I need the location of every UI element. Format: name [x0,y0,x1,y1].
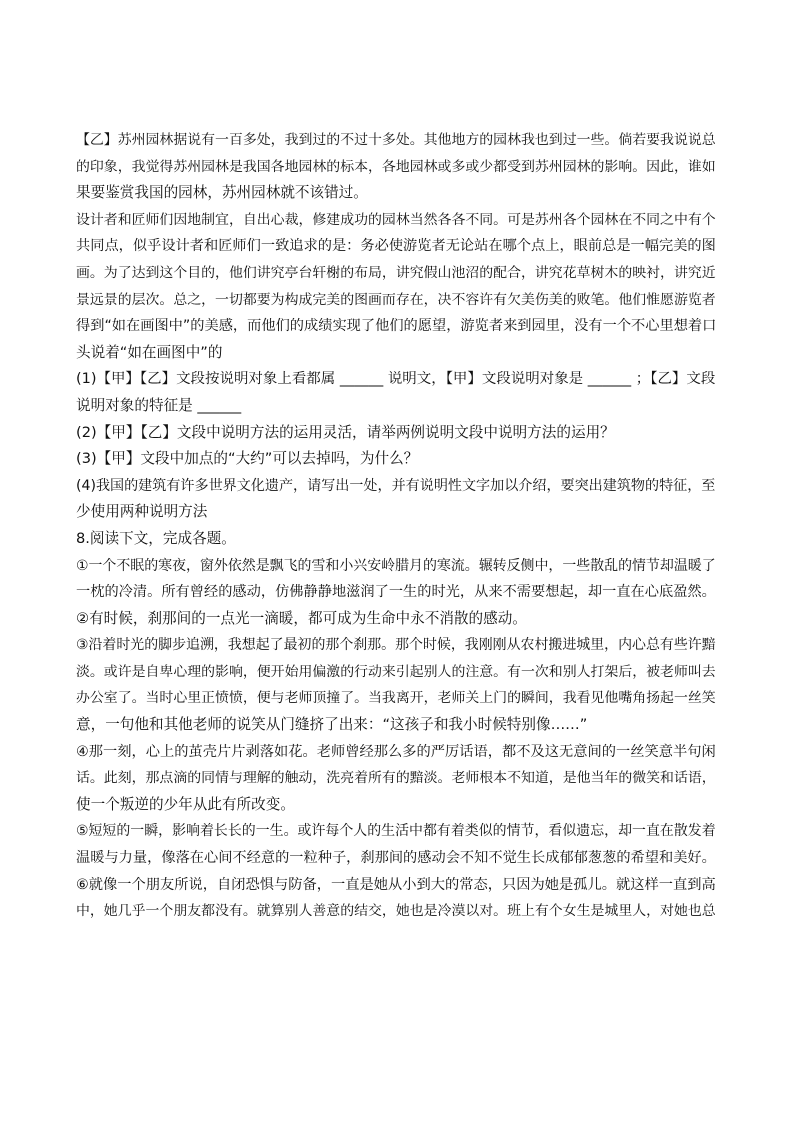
text-line: 【乙】苏州园林据说有一百多处，我到过的不过十多处。其他地方的园林我也到过一些。倘若要我说说总 [76,132,716,148]
text-line: 淡。或许是自卑心理的影响，便开始用偏激的行动来引起别人的注意。有一次和别人打架后，被老师叫去 [76,663,716,680]
text-line: ①一个不眠的寒夜，窗外依然是飘飞的雪和小兴安岭腊月的寒流。辗转反侧中，一些散乱的情节却温暖了 [76,557,716,574]
question-1 [76,366,716,419]
text-line: 8.阅读下文，完成各题。 [76,529,236,547]
text-line: 温暖与力量，像落在心间不经意的一粒种子，刹那间的感动会不知不觉生长成郁郁葱葱的希望和美好。 [76,850,716,867]
text-line: 使一个叛逆的少年从此有所改变。 [76,795,295,813]
reading-paragraph-6 [76,872,716,925]
text-line: 画。为了达到这个目的，他们讲究亭台轩榭的布局，讲究假山池沼的配合，讲究花草树木的映衬，讲究近 [76,264,716,281]
text-line: (3)【甲】文段中加点的“大约”可以去掉吗，为什么？ [76,450,419,468]
text-line: 一枕的冷清。所有曾经的感动，仿佛静静地滋润了一生的时光，从来不需要想起，却一直在心底盈然。 [76,584,716,601]
reading-paragraph-3 [76,632,716,738]
reading-paragraph-5 [76,818,716,871]
text-line: 办公室了。当时心里正愤愤，便与老师顶撞了。当我离开，老师关上门的瞬间，我看见他嘴角扬起一丝笑 [76,690,716,707]
text-line: 的印象，我觉得苏州园林是我国各地园林的标本，各地园林或多或少都受到苏州园林的影响。因此，谁如 [76,158,716,175]
text-line: 果要鉴赏我国的园林，苏州园林就不该错过。 [76,184,368,202]
text-line: 头说着“如在画图中”的 [76,343,223,361]
text-line: 中，她几乎一个朋友都没有。就算别人善意的结交，她也是冷漠以对。班上有个女生是城里人，对她也总 [76,903,716,920]
text-line: ③沿着时光的脚步追溯，我想起了最初的那个刹那。那个时候，我刚刚从农村搬进城里，内心总有些许黯 [76,637,716,654]
passage-yi-intro [76,127,716,207]
text-line: (2)【甲】【乙】文段中说明方法的运用灵活，请举两例说明文段中说明方法的运用？ [76,423,615,441]
question-2 [76,420,716,447]
reading-paragraph-2 [76,606,716,633]
section-8-heading [76,526,716,553]
question-3 [76,446,716,473]
text-line: 少使用两种说明方法 [76,503,208,521]
text-line: ⑥就像一个朋友所说，自闭恐惧与防备，一直是她从小到大的常态，只因为她是孤儿。就这样一直到高 [76,876,716,893]
text-line: 意，一句他和其他老师的说笑从门缝挤了出来：“这孩子和我小时候特别像……” [76,716,588,734]
text-line: ②有时候，刹那间的一点光一滴暖，都可成为生命中永不消散的感动。 [76,609,527,627]
text-line: (4)我国的建筑有许多世界文化遗产，请写出一处，并有说明性文字加以介绍，要突出建筑物的特征，至 [76,477,716,494]
text-line: ④那一刻，心上的茧壳片片剥落如花。老师曾经那么多的严厉话语，都不及这无意间的一丝笑意半句闲 [76,743,716,760]
text-line: ⑤短短的一瞬，影响着长长的一生。或许每个人的生活中都有着类似的情节，看似遗忘，却一直在散发着 [76,823,716,840]
text-line: (1)【甲】【乙】文段按说明对象上看都属 ______ 说明文，【甲】文段说明对象是 ______ ；【乙】文段 [76,371,716,388]
text-line: 景远景的层次。总之，一切都要为构成完美的图画而存在，决不容许有欠美伤美的败笔。他们惟愿游览者 [76,291,716,308]
text-line: 得到“如在画图中”的美感，而他们的成绩实现了他们的愿望，游览者来到园里，没有一个不心里想着口 [76,318,717,335]
passage-yi-design [76,207,716,367]
text-line: 共同点，似乎设计者和匠师们一致追求的是：务必使游览者无论站在哪个点上，眼前总是一幅完美的图 [76,238,716,255]
reading-paragraph-4 [76,739,716,819]
question-4 [76,473,716,526]
text-line: 说明对象的特征是 ______ [76,396,242,414]
reading-paragraph-1 [76,553,716,606]
text-line: 话。此刻，那点滴的同情与理解的触动，洗亮着所有的黯淡。老师根本不知道，是他当年的微笑和话语， [76,770,716,787]
text-line: 设计者和匠师们因地制宜，自出心裁，修建成功的园林当然各各不同。可是苏州各个园林在不同之中有个 [76,211,716,228]
document-body [76,127,716,925]
